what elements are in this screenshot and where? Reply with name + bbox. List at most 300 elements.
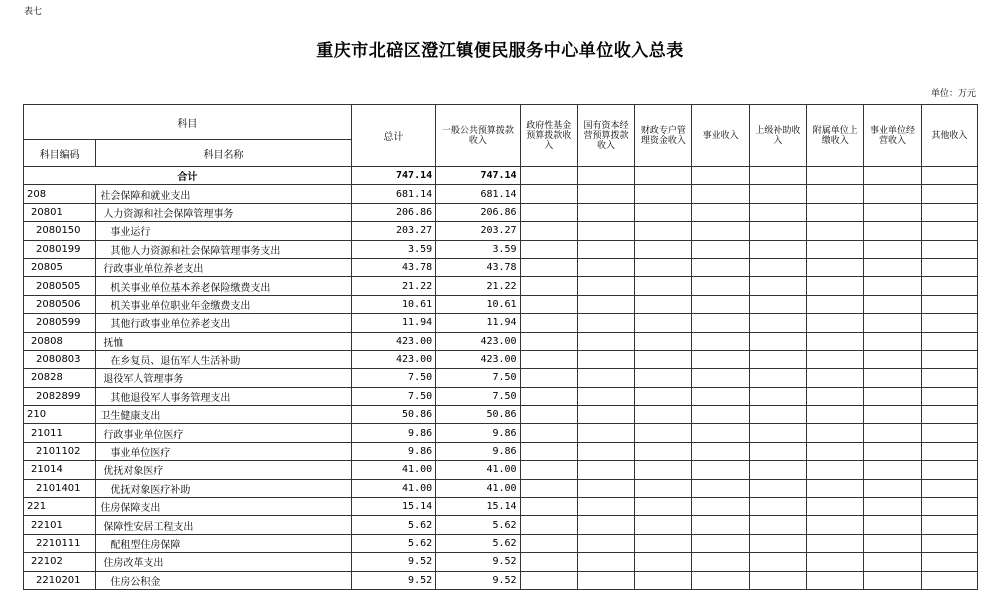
empty-cell (635, 185, 692, 203)
empty-cell (520, 571, 577, 589)
empty-cell (520, 553, 577, 571)
empty-cell (577, 387, 634, 405)
empty-cell (807, 553, 864, 571)
empty-cell (577, 442, 634, 460)
empty-cell (635, 350, 692, 368)
row-total: 9.86 (351, 442, 435, 460)
empty-cell (635, 258, 692, 276)
empty-cell (921, 516, 977, 534)
empty-cell (577, 424, 634, 442)
empty-cell (807, 314, 864, 332)
empty-cell (749, 350, 806, 368)
row-total: 5.62 (351, 534, 435, 552)
empty-cell (520, 498, 577, 516)
row-total: 9.86 (351, 424, 435, 442)
table-row (24, 369, 978, 387)
table-row (24, 185, 978, 203)
table-row (24, 314, 978, 332)
empty-cell (520, 461, 577, 479)
table-row (24, 258, 978, 276)
row-general-budget: 10.61 (436, 295, 520, 313)
empty-cell (807, 295, 864, 313)
empty-cell (692, 387, 749, 405)
row-total: 203.27 (351, 222, 435, 240)
row-general-budget: 11.94 (436, 314, 520, 332)
row-code: 2080505 (24, 277, 96, 295)
empty-cell (807, 350, 864, 368)
empty-cell (921, 461, 977, 479)
row-general-budget: 41.00 (436, 461, 520, 479)
empty-cell (692, 240, 749, 258)
empty-cell (692, 295, 749, 313)
row-total: 15.14 (351, 498, 435, 516)
row-general-budget: 203.27 (436, 222, 520, 240)
empty-cell (635, 461, 692, 479)
row-general-budget: 7.50 (436, 369, 520, 387)
row-code: 20808 (24, 332, 96, 350)
table-row (24, 350, 978, 368)
empty-cell (520, 479, 577, 497)
row-name: 机关事业单位职业年金缴费支出 (96, 295, 351, 313)
empty-cell (807, 424, 864, 442)
empty-cell (921, 553, 977, 571)
empty-cell (692, 203, 749, 221)
row-code: 2080599 (24, 314, 96, 332)
empty-cell (749, 479, 806, 497)
row-code: 2080150 (24, 222, 96, 240)
row-total: 423.00 (351, 332, 435, 350)
empty-cell (749, 571, 806, 589)
empty-cell (807, 185, 864, 203)
empty-cell (520, 516, 577, 534)
empty-cell (864, 222, 921, 240)
empty-cell (520, 350, 577, 368)
empty-cell (749, 185, 806, 203)
income-summary-table (23, 104, 978, 590)
empty-cell (864, 350, 921, 368)
row-general-budget: 423.00 (436, 350, 520, 368)
empty-cell (577, 295, 634, 313)
header-total: 总计 (351, 105, 435, 167)
empty-cell (921, 350, 977, 368)
row-total: 7.50 (351, 369, 435, 387)
empty-cell (807, 498, 864, 516)
empty-cell (921, 203, 977, 221)
empty-cell (807, 222, 864, 240)
row-total: 21.22 (351, 277, 435, 295)
empty-cell (749, 442, 806, 460)
empty-cell (864, 498, 921, 516)
empty-cell (692, 369, 749, 387)
empty-cell (921, 534, 977, 552)
empty-cell (921, 295, 977, 313)
empty-cell (577, 332, 634, 350)
row-name: 机关事业单位基本养老保险缴费支出 (96, 277, 351, 295)
row-code: 2210201 (24, 571, 96, 589)
header-general-budget: 一般公共预算拨款收入 (436, 105, 520, 167)
empty-cell (692, 350, 749, 368)
header-other: 其他收入 (921, 105, 977, 167)
empty-cell (807, 277, 864, 295)
empty-cell (749, 387, 806, 405)
empty-cell (864, 442, 921, 460)
table-row (24, 387, 978, 405)
table-row (24, 553, 978, 571)
row-code: 2082899 (24, 387, 96, 405)
row-total: 41.00 (351, 461, 435, 479)
row-general-budget: 21.22 (436, 277, 520, 295)
row-general-budget: 9.52 (436, 553, 520, 571)
row-name: 退役军人管理事务 (96, 369, 351, 387)
empty-cell (749, 222, 806, 240)
empty-cell (921, 479, 977, 497)
empty-cell (577, 461, 634, 479)
row-name: 住房公积金 (96, 571, 351, 589)
empty-cell (635, 314, 692, 332)
empty-cell (577, 240, 634, 258)
empty-cell (807, 461, 864, 479)
row-general-budget: 9.86 (436, 424, 520, 442)
row-name: 优抚对象医疗 (96, 461, 351, 479)
row-code: 2101401 (24, 479, 96, 497)
row-general-budget: 7.50 (436, 387, 520, 405)
empty-cell (520, 534, 577, 552)
empty-cell (807, 534, 864, 552)
empty-cell (864, 240, 921, 258)
empty-cell (864, 553, 921, 571)
empty-cell (577, 258, 634, 276)
row-code: 208 (24, 185, 96, 203)
table-number: 表七 (24, 7, 43, 17)
empty-cell (577, 406, 634, 424)
empty-cell (864, 314, 921, 332)
empty-cell (577, 185, 634, 203)
row-name: 保障性安居工程支出 (96, 516, 351, 534)
row-general-budget: 50.86 (436, 406, 520, 424)
row-general-budget: 681.14 (436, 185, 520, 203)
row-code: 21014 (24, 461, 96, 479)
empty-cell (520, 295, 577, 313)
empty-cell (520, 203, 577, 221)
empty-cell (749, 498, 806, 516)
row-name: 行政事业单位医疗 (96, 424, 351, 442)
row-total: 681.14 (351, 185, 435, 203)
empty-cell (864, 461, 921, 479)
empty-cell (749, 424, 806, 442)
empty-cell (520, 314, 577, 332)
empty-cell (807, 332, 864, 350)
empty-cell (921, 571, 977, 589)
row-total: 5.62 (351, 516, 435, 534)
header-name: 科目名称 (96, 140, 351, 167)
row-total: 43.78 (351, 258, 435, 276)
empty-cell (577, 553, 634, 571)
row-code: 20805 (24, 258, 96, 276)
empty-cell (635, 277, 692, 295)
row-general-budget: 9.86 (436, 442, 520, 460)
row-code: 22102 (24, 553, 96, 571)
empty-cell (520, 369, 577, 387)
row-total: 50.86 (351, 406, 435, 424)
empty-cell (635, 387, 692, 405)
empty-cell (807, 516, 864, 534)
empty-cell (921, 185, 977, 203)
row-name: 住房保障支出 (96, 498, 351, 516)
empty-cell (864, 571, 921, 589)
header-subject-group: 科目 (24, 105, 352, 140)
table-row (24, 516, 978, 534)
total-amount: 747.14 (351, 167, 435, 185)
empty-cell (577, 350, 634, 368)
empty-cell (807, 258, 864, 276)
empty-cell (749, 295, 806, 313)
empty-cell (749, 406, 806, 424)
empty-cell (921, 424, 977, 442)
empty-cell (749, 314, 806, 332)
empty-cell (692, 277, 749, 295)
empty-cell (807, 203, 864, 221)
empty-cell (577, 203, 634, 221)
empty-cell (864, 424, 921, 442)
row-code: 21011 (24, 424, 96, 442)
empty-cell (577, 314, 634, 332)
empty-cell (921, 387, 977, 405)
empty-cell (520, 185, 577, 203)
row-total: 10.61 (351, 295, 435, 313)
row-total: 9.52 (351, 553, 435, 571)
empty-cell (577, 516, 634, 534)
row-code: 2080199 (24, 240, 96, 258)
empty-cell (749, 277, 806, 295)
row-name: 配租型住房保障 (96, 534, 351, 552)
empty-cell (635, 222, 692, 240)
empty-cell (749, 240, 806, 258)
empty-cell (864, 387, 921, 405)
row-general-budget: 41.00 (436, 479, 520, 497)
table-row (24, 222, 978, 240)
empty-cell (921, 314, 977, 332)
empty-cell (635, 442, 692, 460)
empty-cell (864, 369, 921, 387)
row-general-budget: 9.52 (436, 571, 520, 589)
empty-cell (749, 258, 806, 276)
row-general-budget: 423.00 (436, 332, 520, 350)
empty-cell (520, 277, 577, 295)
row-name: 社会保障和就业支出 (96, 185, 351, 203)
empty-cell (921, 258, 977, 276)
total-general-budget: 747.14 (436, 167, 520, 185)
empty-cell (864, 185, 921, 203)
empty-cell (520, 442, 577, 460)
empty-cell (692, 424, 749, 442)
empty-cell (749, 369, 806, 387)
row-general-budget: 5.62 (436, 534, 520, 552)
empty-cell (635, 571, 692, 589)
row-code: 2080506 (24, 295, 96, 313)
row-code: 2101102 (24, 442, 96, 460)
row-name: 其他行政事业单位养老支出 (96, 314, 351, 332)
row-name: 优抚对象医疗补助 (96, 479, 351, 497)
table-row (24, 295, 978, 313)
empty-cell (577, 498, 634, 516)
empty-cell (807, 406, 864, 424)
empty-cell (692, 534, 749, 552)
row-code: 2210111 (24, 534, 96, 552)
table-row (24, 571, 978, 589)
empty-cell (520, 240, 577, 258)
table-row (24, 479, 978, 497)
row-general-budget: 43.78 (436, 258, 520, 276)
table-row (24, 406, 978, 424)
empty-cell (921, 240, 977, 258)
empty-cell (520, 424, 577, 442)
empty-cell (692, 571, 749, 589)
empty-cell (921, 369, 977, 387)
empty-cell (577, 571, 634, 589)
empty-cell (864, 203, 921, 221)
row-name: 事业单位医疗 (96, 442, 351, 460)
row-name: 行政事业单位养老支出 (96, 258, 351, 276)
row-general-budget: 3.59 (436, 240, 520, 258)
table-row (24, 442, 978, 460)
empty-cell (692, 332, 749, 350)
empty-cell (864, 406, 921, 424)
empty-cell (807, 442, 864, 460)
header-operating: 事业单位经营收入 (864, 105, 921, 167)
table-row (24, 461, 978, 479)
unit-label: 单位：万元 (930, 89, 976, 99)
empty-cell (864, 258, 921, 276)
row-code: 22101 (24, 516, 96, 534)
empty-cell (749, 516, 806, 534)
empty-cell (692, 406, 749, 424)
row-name: 事业运行 (96, 222, 351, 240)
header-code: 科目编码 (24, 140, 96, 167)
page-title: 重庆市北碚区澄江镇便民服务中心单位收入总表 (316, 41, 684, 61)
empty-cell (807, 369, 864, 387)
header-superior-subsidy: 上级补助收入 (749, 105, 806, 167)
row-code: 210 (24, 406, 96, 424)
header-affiliate: 附属单位上缴收入 (807, 105, 864, 167)
empty-cell (749, 203, 806, 221)
row-general-budget: 5.62 (436, 516, 520, 534)
table-row (24, 332, 978, 350)
empty-cell (692, 442, 749, 460)
empty-cell (577, 222, 634, 240)
row-general-budget: 206.86 (436, 203, 520, 221)
empty-cell (807, 387, 864, 405)
empty-cell (692, 479, 749, 497)
header-business: 事业收入 (692, 105, 749, 167)
row-total: 9.52 (351, 571, 435, 589)
row-name: 其他人力资源和社会保障管理事务支出 (96, 240, 351, 258)
empty-cell (692, 498, 749, 516)
empty-cell (864, 277, 921, 295)
row-total: 11.94 (351, 314, 435, 332)
empty-cell (749, 534, 806, 552)
empty-cell (635, 424, 692, 442)
empty-cell (635, 534, 692, 552)
empty-cell (807, 479, 864, 497)
empty-cell (577, 479, 634, 497)
empty-cell (921, 222, 977, 240)
empty-cell (520, 387, 577, 405)
empty-cell (749, 332, 806, 350)
row-total: 41.00 (351, 479, 435, 497)
empty-cell (749, 553, 806, 571)
empty-cell (520, 222, 577, 240)
empty-cell (635, 295, 692, 313)
table-row (24, 534, 978, 552)
empty-cell (692, 222, 749, 240)
empty-cell (807, 571, 864, 589)
empty-cell (692, 314, 749, 332)
empty-cell (921, 442, 977, 460)
empty-cell (520, 332, 577, 350)
empty-cell (635, 498, 692, 516)
empty-cell (692, 258, 749, 276)
row-code: 221 (24, 498, 96, 516)
empty-cell (577, 369, 634, 387)
row-name: 在乡复员、退伍军人生活补助 (96, 350, 351, 368)
total-label: 合计 (24, 167, 352, 185)
table-row (24, 277, 978, 295)
empty-cell (749, 461, 806, 479)
empty-cell (692, 185, 749, 203)
row-name: 其他退役军人事务管理支出 (96, 387, 351, 405)
empty-cell (864, 295, 921, 313)
header-fiscal-account: 财政专户管理资金收入 (635, 105, 692, 167)
empty-cell (520, 406, 577, 424)
row-name: 住房改革支出 (96, 553, 351, 571)
empty-cell (921, 332, 977, 350)
table-row (24, 240, 978, 258)
empty-cell (635, 553, 692, 571)
empty-cell (921, 498, 977, 516)
empty-cell (692, 516, 749, 534)
empty-cell (921, 406, 977, 424)
row-code: 20828 (24, 369, 96, 387)
empty-cell (635, 479, 692, 497)
empty-cell (864, 534, 921, 552)
empty-cell (635, 406, 692, 424)
empty-cell (692, 553, 749, 571)
row-general-budget: 15.14 (436, 498, 520, 516)
row-total: 3.59 (351, 240, 435, 258)
table-row (24, 498, 978, 516)
row-name: 卫生健康支出 (96, 406, 351, 424)
empty-cell (864, 332, 921, 350)
row-code: 20801 (24, 203, 96, 221)
empty-cell (864, 516, 921, 534)
empty-cell (520, 258, 577, 276)
header-state-capital: 国有资本经营预算拨款收入 (577, 105, 634, 167)
empty-cell (635, 203, 692, 221)
row-total: 7.50 (351, 387, 435, 405)
row-total: 206.86 (351, 203, 435, 221)
row-name: 人力资源和社会保障管理事务 (96, 203, 351, 221)
empty-cell (807, 240, 864, 258)
empty-cell (577, 277, 634, 295)
empty-cell (864, 479, 921, 497)
empty-cell (577, 534, 634, 552)
row-code: 2080803 (24, 350, 96, 368)
empty-cell (692, 461, 749, 479)
empty-cell (635, 516, 692, 534)
row-total: 423.00 (351, 350, 435, 368)
table-row (24, 424, 978, 442)
empty-cell (635, 332, 692, 350)
